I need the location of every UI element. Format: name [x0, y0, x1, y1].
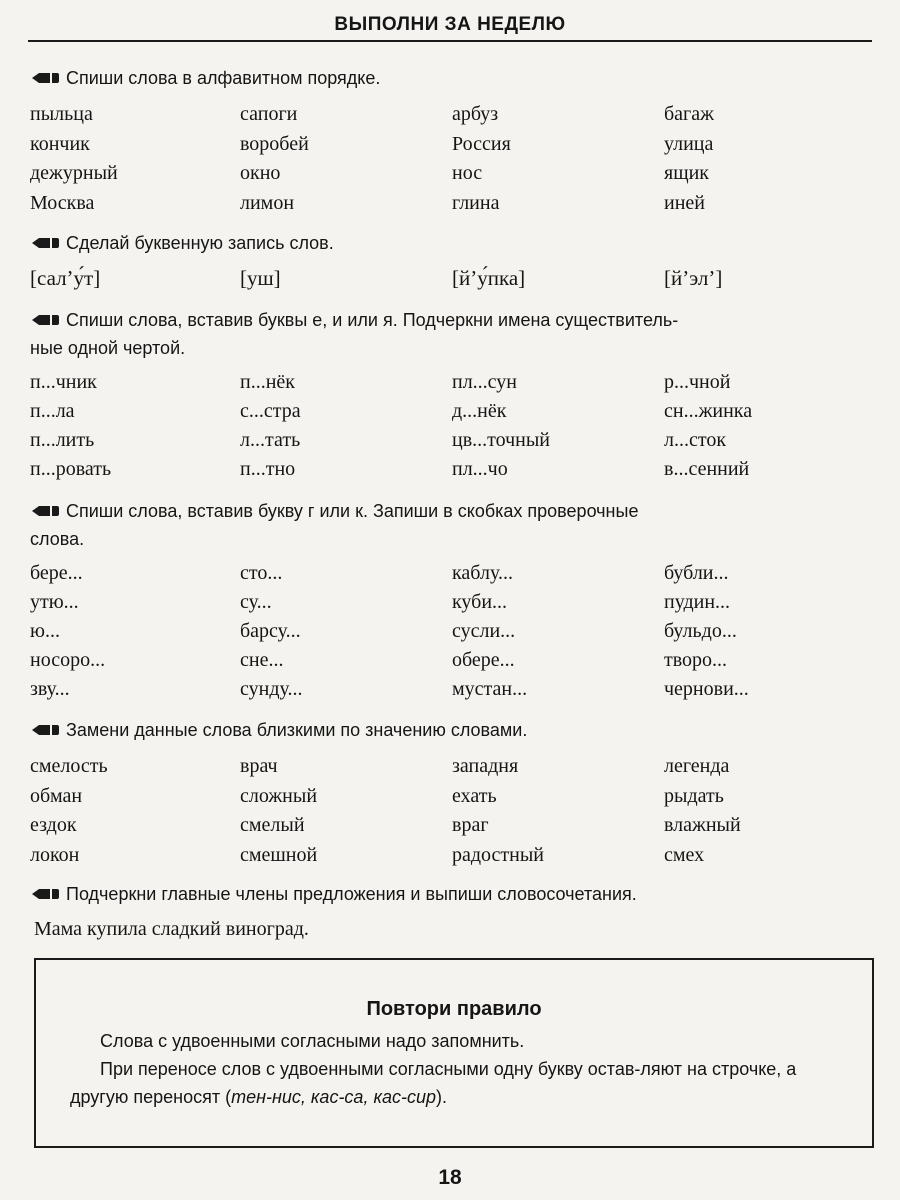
task-instruction-6 [30, 880, 870, 908]
rule-paragraph-2-end: ). [435, 1087, 447, 1107]
instruction-text-continued: ные одной чертой. [30, 338, 186, 358]
task-instruction-5 [30, 716, 870, 744]
word: бере... [30, 562, 83, 584]
word: рыдать [664, 784, 724, 807]
word: легенда [664, 755, 730, 777]
pencil-icon [30, 313, 60, 327]
transcription: [уш] [240, 266, 281, 290]
pencil-icon [30, 504, 60, 518]
word: л...сток [664, 429, 727, 451]
word: враг [452, 814, 489, 836]
rule-paragraph-1: Слова с удвоенными согласными надо запомнить. [100, 1031, 525, 1051]
transcription: [й’эл’] [664, 266, 723, 290]
word: сне... [240, 649, 284, 671]
transcription: [сал’у́т] [30, 266, 101, 290]
word: пудин... [664, 591, 731, 613]
word: бульдо... [664, 620, 737, 642]
word: Москва [30, 191, 95, 214]
word: кончик [30, 132, 90, 155]
word: л...тать [240, 429, 301, 451]
word: п...тно [240, 458, 296, 480]
word: ящик [664, 162, 710, 184]
rule-box [34, 958, 874, 1148]
instruction-text: Замени данные слова близкими по значению словами. [66, 720, 528, 740]
task-instruction-4 [30, 497, 870, 553]
word: сто... [240, 562, 283, 584]
word: ездок [30, 814, 77, 836]
word-grid-2 [30, 264, 870, 294]
instruction-text: Спиши слова в алфавитном порядке. [66, 68, 381, 88]
word: п...лить [30, 429, 95, 451]
word: арбуз [452, 103, 499, 125]
word: сапоги [240, 103, 298, 125]
word: бубли... [664, 562, 729, 584]
page-number: 18 [438, 1166, 462, 1189]
word: глина [452, 191, 500, 214]
word: п...чник [30, 371, 97, 393]
word: дежурный [30, 162, 118, 184]
word: чернови... [664, 678, 749, 700]
word: куби... [452, 591, 508, 613]
instruction-text: Сделай буквенную запись слов. [66, 233, 334, 253]
word: ехать [452, 784, 497, 807]
word: пл...чо [452, 458, 508, 480]
word-grid-5 [30, 752, 870, 870]
word: барсу... [240, 620, 301, 642]
word: воробей [240, 132, 309, 155]
rule-paragraph-2 [70, 1055, 844, 1111]
word: Россия [452, 132, 511, 155]
page-header [28, 6, 872, 36]
word-grid-1 [30, 100, 870, 218]
instruction-text: Спиши слова, вставив букву г или к. Запиши в скобках проверочные [66, 501, 639, 521]
word: смелый [240, 814, 305, 836]
word: творо... [664, 649, 728, 671]
instruction-text: Подчеркни главные члены предложения и выпиши словосочетания. [66, 884, 637, 904]
word: зву... [30, 678, 70, 700]
pencil-icon [30, 236, 60, 250]
word: п...ровать [30, 458, 112, 480]
word: мустан... [452, 678, 528, 700]
rule-title: Повтори правило [366, 998, 542, 1020]
pencil-icon [30, 71, 60, 85]
word: локон [30, 843, 80, 866]
word: сусли... [452, 620, 516, 642]
instruction-text: Спиши слова, вставив буквы е, и или я. Подчеркни имена существитель- [66, 310, 679, 330]
word: р...чной [664, 371, 731, 393]
word: утю... [30, 591, 79, 613]
word: окно [240, 162, 281, 184]
word: смех [664, 843, 705, 866]
word-grid-4 [30, 559, 870, 704]
pencil-icon [30, 887, 60, 901]
word: сн...жинка [664, 400, 753, 422]
word: сложный [240, 784, 318, 807]
word: нос [452, 162, 483, 184]
word: улица [664, 132, 714, 155]
word: п...ла [30, 400, 75, 422]
task-instruction-2 [30, 229, 870, 257]
word: ю... [30, 620, 60, 642]
word: цв...точный [452, 429, 551, 451]
rule-paragraph-2-start: При переносе слов с удвоенными согласными одну букву остав-ляют на строчке, а другую переносят ( [70, 1059, 797, 1107]
task-sentence: Мама купила сладкий виноград. [34, 918, 309, 940]
word-grid-3 [30, 368, 870, 484]
word: смешной [240, 843, 318, 866]
page-title: ВЫПОЛНИ ЗА НЕДЕЛЮ [334, 14, 566, 35]
word: су... [240, 591, 272, 613]
word: иней [664, 191, 705, 214]
rule-examples: тен-нис, кас-са, кас-сир [231, 1087, 436, 1107]
word: п...нёк [240, 371, 295, 393]
word: пыльца [30, 103, 93, 125]
word: западня [452, 755, 519, 777]
transcription: [й’у́пка] [452, 266, 526, 290]
rule-text [36, 1027, 872, 1111]
word: каблу... [452, 562, 513, 584]
word: носоро... [30, 649, 106, 671]
instruction-text-continued: слова. [30, 529, 85, 549]
word: пл...сун [452, 371, 517, 393]
word: смелость [30, 755, 108, 777]
word: с...стра [240, 400, 301, 422]
word: влажный [664, 814, 741, 836]
header-divider [28, 40, 872, 42]
word: багаж [664, 103, 714, 125]
word: врач [240, 755, 278, 777]
word: лимон [240, 191, 295, 214]
word: обман [30, 784, 83, 807]
word: д...нёк [452, 400, 507, 422]
task-instruction-3 [30, 306, 870, 362]
pencil-icon [30, 723, 60, 737]
word: обере... [452, 649, 515, 671]
word: радостный [452, 843, 545, 866]
word: в...сенний [664, 458, 750, 480]
task-instruction-1 [30, 64, 870, 92]
word: сунду... [240, 678, 303, 700]
